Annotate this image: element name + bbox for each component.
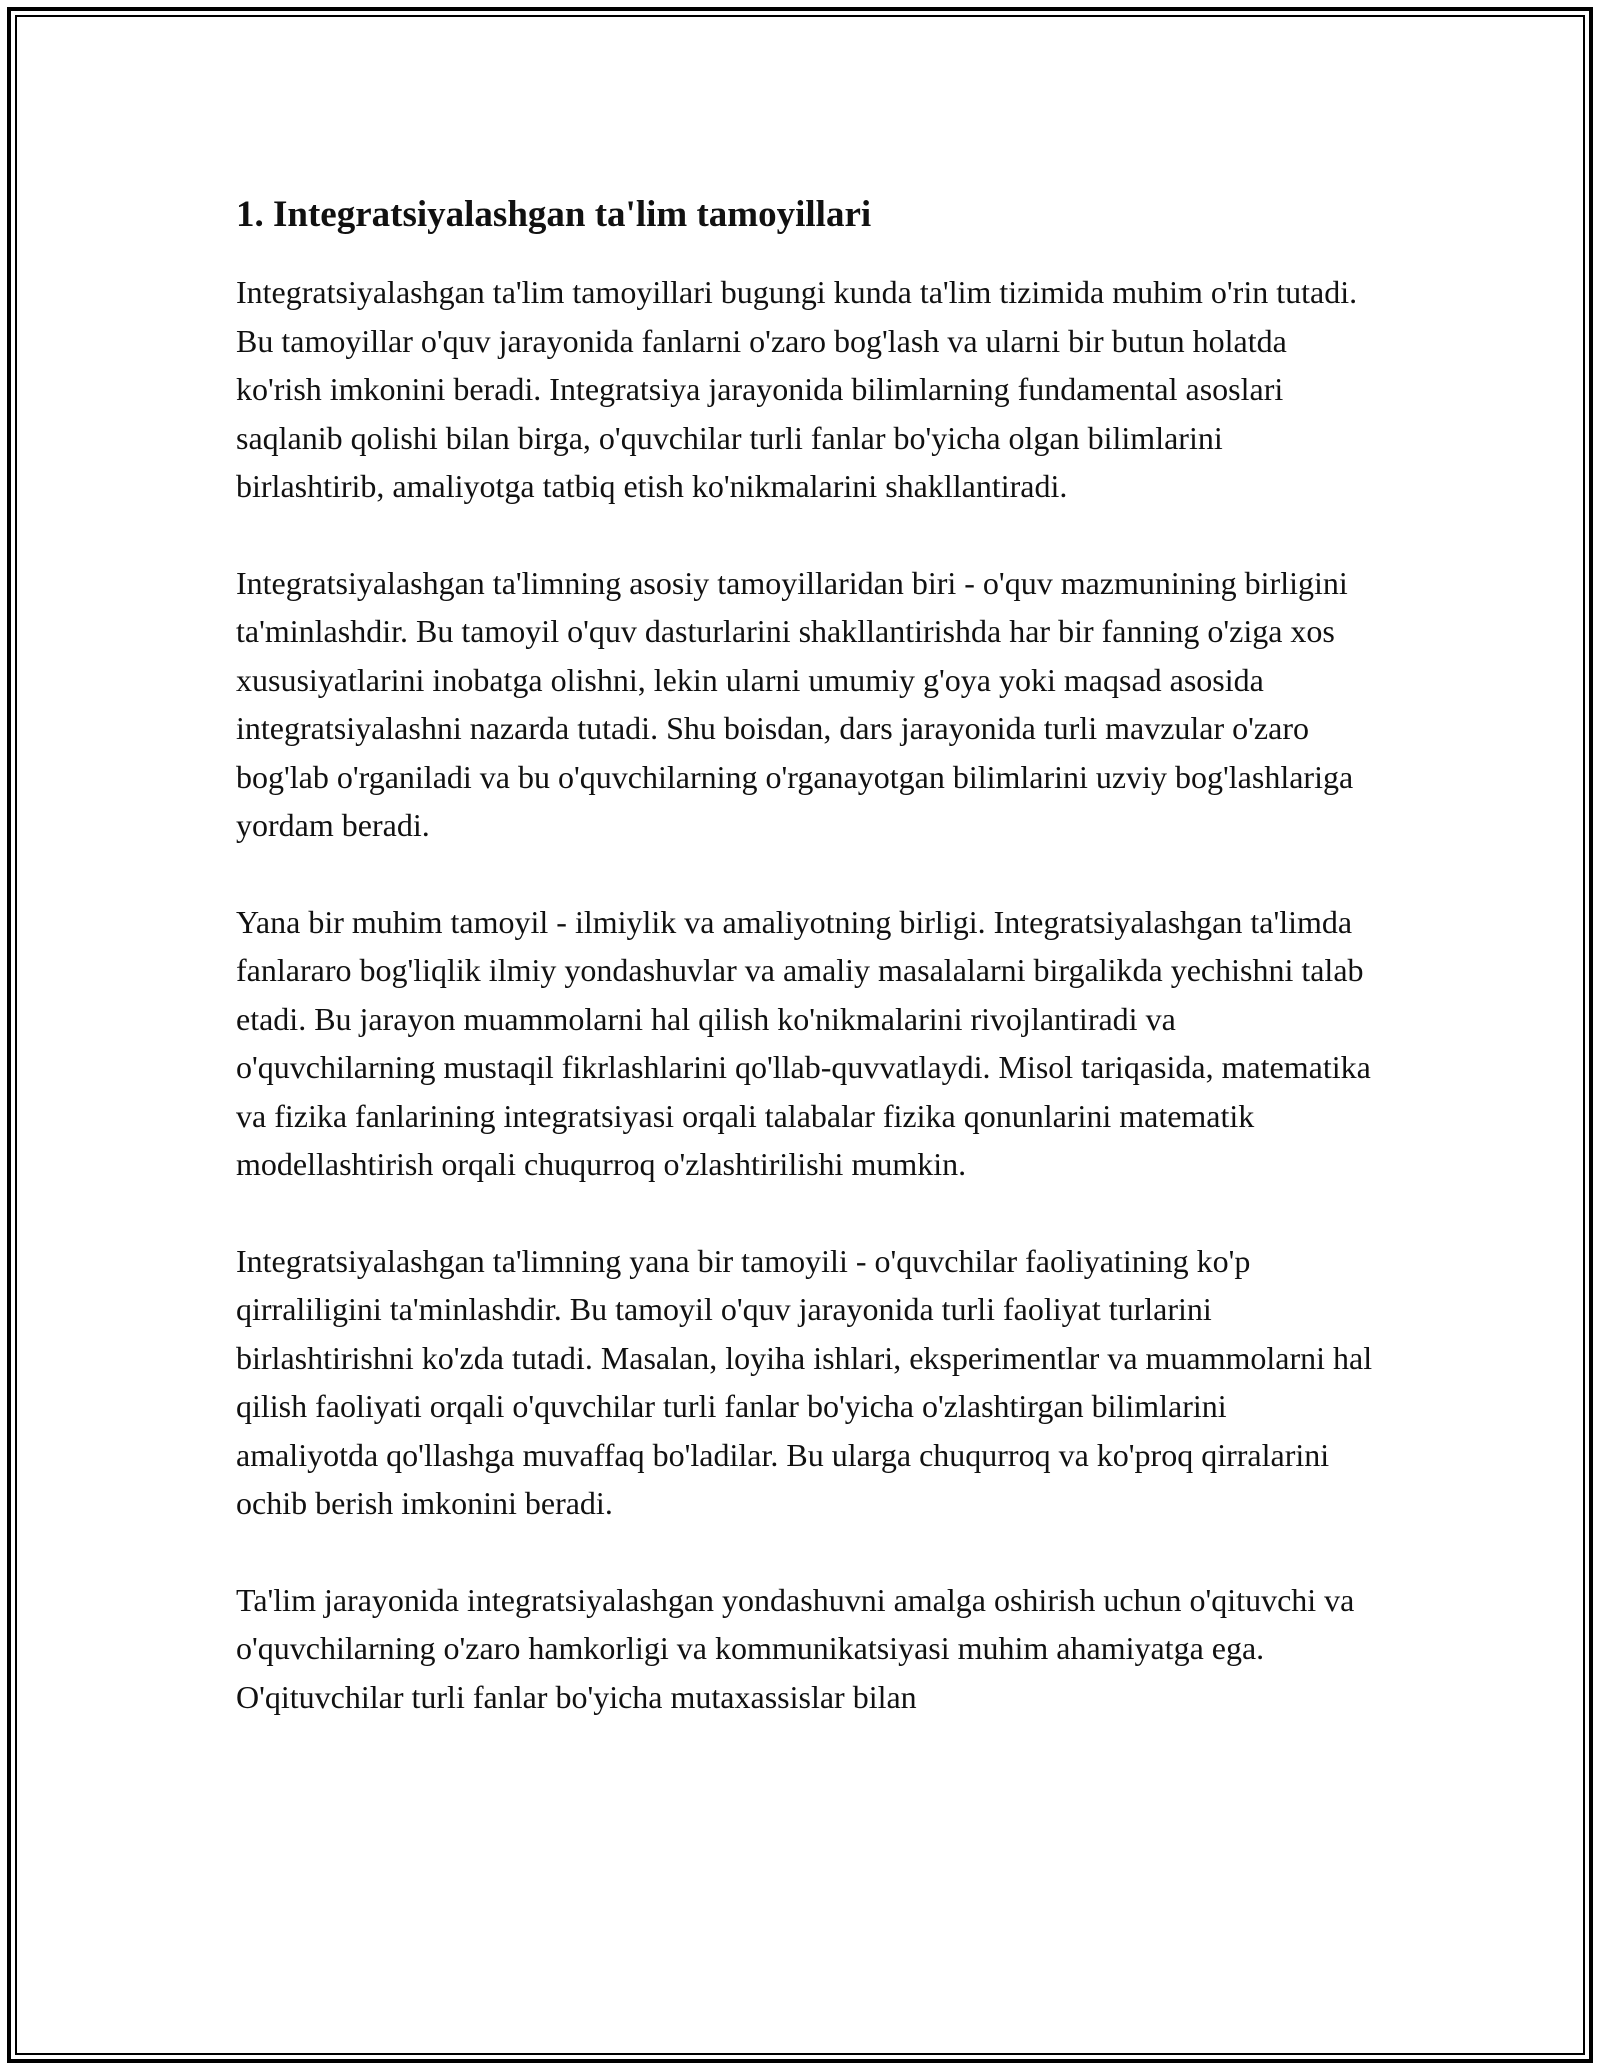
paragraph-4: Integratsiyalashgan ta'limning yana bir tamoyili - o'quvchilar faoliyatining ko'p qirraliligini ta'minlashdir. Bu tamoyil o'quv jarayonida turli faoliyat turlarini birlashtirishni ko'zda tutadi. Masalan, loyiha ishlari, eksperimentlar va muammolarni hal qilish faoliyati orqali o'quvchilar turli fanlar bo'yicha o'zlashtirgan bilimlarini amaliyotda qo'llashga muvaffaq bo'ladilar. Bu ularga chuqurroq va ko'proq qirralarini ochib berish imkonini beradi. bbox=[236, 1242, 1373, 1521]
document-body bbox=[236, 186, 1376, 1769]
paragraph-5: Ta'lim jarayonida integratsiyalashgan yondashuvni amalga oshirish uchun o'qituvchi va o'quvchilarning o'zaro hamkorligi va kommunikatsiyasi muhim ahamiyatga ega. O'qituvchilar turli fanlar bo'yicha mutaxassislar bilan bbox=[236, 1581, 1355, 1715]
paragraph-2: Integratsiyalashgan ta'limning asosiy tamoyillaridan biri - o'quv mazmunining birligini ta'minlashdir. Bu tamoyil o'quv dasturlarini shakllantirishda har bir fanning o'ziga xos xususiyatlarini inobatga olishni, lekin ularni umumiy g'oya yoki maqsad asosida integratsiyalashni nazarda tutadi. Shu boisdan, dars jarayonida turli mavzular o'zaro bog'lab o'rganiladi va bu o'quvchilarning o'rganayotgan bilimlarini uzviy bog'lashlariga yordam beradi. bbox=[236, 564, 1354, 843]
paragraph-1: Integratsiyalashgan ta'lim tamoyillari bugungi kunda ta'lim tizimida muhim o'rin tutadi. Bu tamoyillar o'quv jarayonida fanlarni o'zaro bog'lash va ularni bir butun holatda ko'rish imkonini beradi. Integratsiya jarayonida bilimlarning fundamental asoslari saqlanib qolishi bilan birga, o'quvchilar turli fanlar bo'yicha olgan bilimlarini birlashtirib, amaliyotga tatbiq etish ko'nikmalarini shakllantiradi. bbox=[236, 274, 1358, 504]
paragraph-3: Yana bir muhim tamoyil - ilmiylik va amaliyotning birligi. Integratsiyalashgan ta'limda fanlararo bog'liqlik ilmiy yondashuvlar va amaliy masalalarni birgalikda yechishni talab etadi. Bu jarayon muammolarni hal qilish ko'nikmalarini rivojlantiradi va o'quvchilarning mustaqil fikrlashlarini qo'llab-quvvatlaydi. Misol tariqasida, matematika va fizika fanlarining integratsiyasi orqali talabalar fizika qonunlarini matematik modellashtirish orqali chuqurroq o'zlashtirilishi mumkin. bbox=[236, 903, 1371, 1182]
section-heading: 1. Integratsiyalashgan ta'lim tamoyillari bbox=[236, 194, 872, 235]
